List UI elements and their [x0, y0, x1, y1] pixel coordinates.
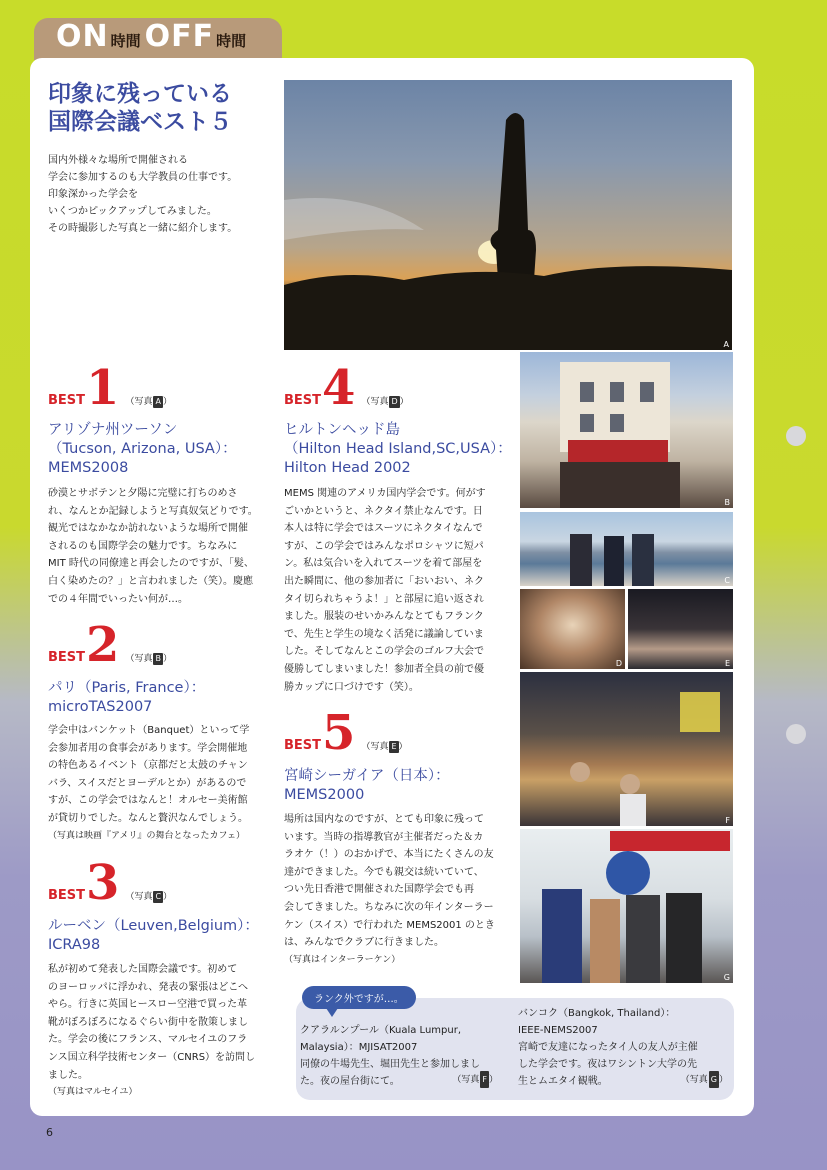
ref-letter: D [391, 397, 398, 406]
tab-jikan-1: 時間 [110, 32, 141, 50]
body-line: 会参加者用の食事会があります。学会開催地 [48, 742, 248, 754]
best-1-label [48, 360, 172, 416]
outside-line: 宮崎で友達になったタイ人の友人が主催 [518, 1042, 698, 1053]
body-line: のヨーロッパに浮かれ、発表の緊張はどこへ [48, 981, 248, 993]
outside-line: 生とムエタイ観戦。 [518, 1076, 608, 1087]
body-line: バラ、スイスだとヨーデルとか）があるので [48, 777, 247, 789]
heading-line: microTAS2007 [48, 699, 153, 715]
best-3-label [48, 855, 173, 911]
outside-line: バンコク（Bangkok, Thailand）： [518, 1008, 676, 1019]
body-line: ました。 [48, 1069, 88, 1081]
body-line: ケン（スイス）で行われた MEMS2001 のとき [284, 919, 495, 931]
heading-line: （Hilton Head Island,SC,USA）： [284, 441, 512, 457]
tab-jikan-2: 時間 [216, 32, 247, 50]
ref-prefix: （写真 [680, 1075, 708, 1085]
best-2-label [48, 617, 172, 673]
body-line: 白く染めたの？」と言われました（笑）。慶應 [48, 575, 253, 587]
body-line: 勝カップに口づけです（笑）。 [284, 681, 419, 693]
body-line: の特色あるイベント（京都だと太鼓のチャン [48, 760, 248, 772]
cafe-building [520, 352, 733, 508]
intro-line: 印象深かった学会を [48, 189, 138, 200]
best-3-heading [48, 917, 259, 955]
best-5-label [284, 705, 408, 761]
photo-label: E [724, 659, 730, 668]
body-line: タイ切られちゃうよ！」と部屋に追い返され [284, 593, 484, 605]
photo-label: G [723, 973, 730, 982]
ref-suffix: ） [399, 397, 409, 407]
heading-line: MEMS2008 [48, 460, 129, 476]
best-number: 3 [86, 855, 120, 911]
page-dot [786, 724, 806, 744]
heading-line: ヒルトンヘッド島 [284, 422, 400, 438]
tab-off: OFF [144, 19, 215, 54]
ref-prefix: （写真 [361, 397, 389, 407]
heading-line: 宮崎シーガイア（日本）： [284, 768, 450, 784]
best-number: 2 [86, 617, 120, 673]
photo-e-club [628, 589, 733, 669]
best-word: BEST [284, 393, 322, 408]
photo-a-desert-sunset [284, 80, 732, 350]
ref-letter: C [155, 892, 162, 901]
body-line: すが、この学会ではなんと！オルセー美術館 [48, 795, 248, 807]
intro-line: 国内外様々な場所で開催される [48, 155, 188, 166]
best-2-heading [48, 679, 205, 717]
body-line: で、先生と学生の境なく活発に議論していま [284, 628, 484, 640]
photo-label: D [615, 659, 622, 668]
ref-suffix: ） [163, 892, 173, 902]
body-line: います。当時の指導教官が主催者だった＆カ [284, 831, 484, 843]
best-word: BEST [48, 888, 86, 903]
intro-line: 学会に参加するのも大学教員の仕事です。 [48, 172, 238, 183]
outside-ranking-tag: ランク外ですが…。 [302, 986, 416, 1009]
body-line: 観光ではなかなか訪れないような場所で開催 [48, 523, 248, 535]
body-line: 砂漠とサボテンと夕陽に完璧に打ちのめさ [48, 488, 238, 499]
ref-suffix: ） [398, 742, 408, 752]
ref-suffix: ） [162, 654, 172, 664]
outside-kuala-lumpur [300, 1022, 500, 1090]
ref-prefix: （写真 [125, 892, 153, 902]
ref-prefix: （写真 [125, 397, 153, 407]
ref-letter: B [155, 654, 161, 663]
body-line: やら。行きに英国ヒースロー空港で買った革 [48, 999, 248, 1011]
title-line: 印象に残っている [48, 81, 232, 107]
photo-ref [125, 653, 172, 665]
photo-ref [125, 891, 172, 903]
best-1-body [48, 485, 266, 608]
body-line: （写真はインターラーケン） [284, 954, 401, 965]
outside-line: た。夜の屋台街にて。 [300, 1076, 400, 1087]
body-line: ごいかというと、ネクタイ禁止なんです。日 [284, 505, 483, 517]
title-line: 国際会議ベスト５ [48, 109, 232, 135]
photo-label: B [724, 498, 730, 507]
body-line: 場所は国内なのですが、とても印象に残って [284, 814, 484, 825]
body-line: 私が初めて発表した国際会議です。初めて [48, 964, 238, 975]
ref-prefix: （写真 [361, 742, 389, 752]
photo-ref [125, 396, 172, 408]
best-number: 5 [322, 705, 356, 761]
body-line: 靴がぼろぼろになるぐらい街中を散策しまし [48, 1016, 248, 1028]
cactus-silhouette [284, 80, 732, 350]
body-line: は、みんなでクラブに行きました。 [284, 937, 444, 949]
heading-line: Hilton Head 2002 [284, 460, 411, 476]
ref-letter: G [709, 1071, 719, 1088]
body-line: MEMS 関連のアメリカ国内学会です。何がす [284, 488, 486, 499]
ref-suffix: ） [718, 1075, 728, 1085]
people-group [520, 512, 733, 586]
best-4-body [284, 485, 502, 696]
body-line: した。そしてなんとこの学会のゴルフ大会で [284, 646, 484, 658]
best-word: BEST [48, 650, 86, 665]
best-4-label [284, 360, 409, 416]
section-tab-title [56, 19, 250, 54]
body-line: ました。服装のせいかみんなとてもフランク [284, 611, 484, 623]
intro-line: いくつかピックアップしてみました。 [48, 206, 217, 217]
best-word: BEST [48, 393, 86, 408]
body-line: ンス国立科学技術センター（CNRS）を訪問し [48, 1051, 256, 1063]
body-line: れ、なんとか記録しようと写真奴気どりです。 [48, 505, 258, 517]
body-line: つい先日香港で開催された国際学会でも再 [284, 884, 474, 896]
ref-letter: E [391, 742, 397, 751]
best-number: 1 [86, 360, 120, 416]
body-line: ラオケ（！）のおかげで、本当にたくさんの友 [284, 849, 494, 861]
photo-label: A [723, 340, 729, 349]
body-line: ン。私は気合いを入れてスーツを着て部屋を [284, 558, 483, 570]
heading-line: （Tucson, Arizona, USA）： [48, 441, 237, 457]
photo-g-muay-thai [520, 829, 733, 983]
body-line: た。学会の後にフランス、マルセイユのフラ [48, 1034, 248, 1046]
photo-ref [361, 396, 408, 408]
heading-line: ルーベン（Leuven,Belgium）： [48, 918, 259, 934]
body-line: 会してきました。ちなみに次の年インターラー [284, 901, 494, 913]
best-3-body [48, 961, 266, 1102]
heading-line: パリ（Paris, France）： [48, 680, 206, 696]
photo-b-paris-cafe [520, 352, 733, 508]
best-1-heading [48, 421, 237, 478]
ref-suffix: ） [488, 1075, 498, 1085]
photo-d-golf-trophy [520, 589, 625, 669]
body-line: での４年間でいったい何が…。 [48, 593, 188, 605]
intro-line: その時撮影した写真と一緒に紹介します。 [48, 223, 238, 234]
best-2-body [48, 722, 266, 845]
outside-line: クアラルンプール（Kuala Lumpur, [300, 1025, 462, 1036]
best-4-heading [284, 421, 512, 478]
intro-text [48, 152, 237, 237]
body-line: 出た瞬間に、他の参加者に「おいおい、ネク [284, 575, 484, 587]
photo-f-night-market [520, 672, 733, 826]
ref-letter: F [480, 1071, 489, 1088]
ref-prefix: （写真 [125, 654, 153, 664]
best-word: BEST [284, 738, 322, 753]
best-5-heading [284, 767, 450, 805]
photo-ref [452, 1071, 498, 1089]
photo-ref [361, 741, 407, 753]
ref-letter: A [155, 397, 161, 406]
outside-line: 同僚の牛場先生、堀田先生と参加しまし [300, 1059, 480, 1070]
outside-bangkok [518, 1005, 730, 1090]
outside-line: した学会です。夜はワシントン大学の先 [518, 1059, 697, 1070]
photo-label: C [724, 576, 730, 585]
body-line: 本人は特に学会ではスーツにネクタイなんで [284, 523, 483, 535]
night-market-scene [520, 672, 733, 826]
photo-c-marseille [520, 512, 733, 586]
page-title [48, 80, 232, 136]
body-line: （写真はマルセイユ） [48, 1087, 138, 1098]
body-line: 優勝してしまいました！参加者全員の前で優 [284, 663, 484, 675]
outside-line: Malaysia）：MJISAT2007 [300, 1042, 418, 1053]
tab-on: ON [56, 19, 109, 54]
page-dot [786, 426, 806, 446]
body-line: されるのも国際学会の魅力です。ちなみに [48, 540, 238, 552]
body-line: 達ができました。今でも親交は続いていて、 [284, 866, 484, 878]
body-line: すが、この学会ではみんなポロシャツに短パ [284, 540, 484, 552]
ref-prefix: （写真 [452, 1075, 480, 1085]
heading-line: アリゾナ州ツーソン [48, 422, 178, 438]
muay-thai-scene [520, 829, 733, 983]
photo-ref [681, 1071, 728, 1089]
best-5-body [284, 811, 502, 969]
body-line: MIT 時代の同僚達と再会したのですが、「髪、 [48, 558, 254, 570]
ref-suffix: ） [162, 397, 172, 407]
body-line: が貸切りでした。なんと贅沢なんでしょう。 [48, 812, 248, 824]
best-number: 4 [322, 360, 356, 416]
photo-label: F [725, 816, 730, 825]
body-line: 学会中はバンケット（Banquet）といって学 [48, 725, 250, 736]
heading-line: MEMS2000 [284, 787, 365, 803]
body-line: （写真は映画『アメリ』の舞台となったカフェ） [48, 830, 246, 841]
page-number: 6 [46, 1126, 53, 1139]
outside-line: IEEE-NEMS2007 [518, 1025, 598, 1036]
heading-line: ICRA98 [48, 937, 101, 953]
